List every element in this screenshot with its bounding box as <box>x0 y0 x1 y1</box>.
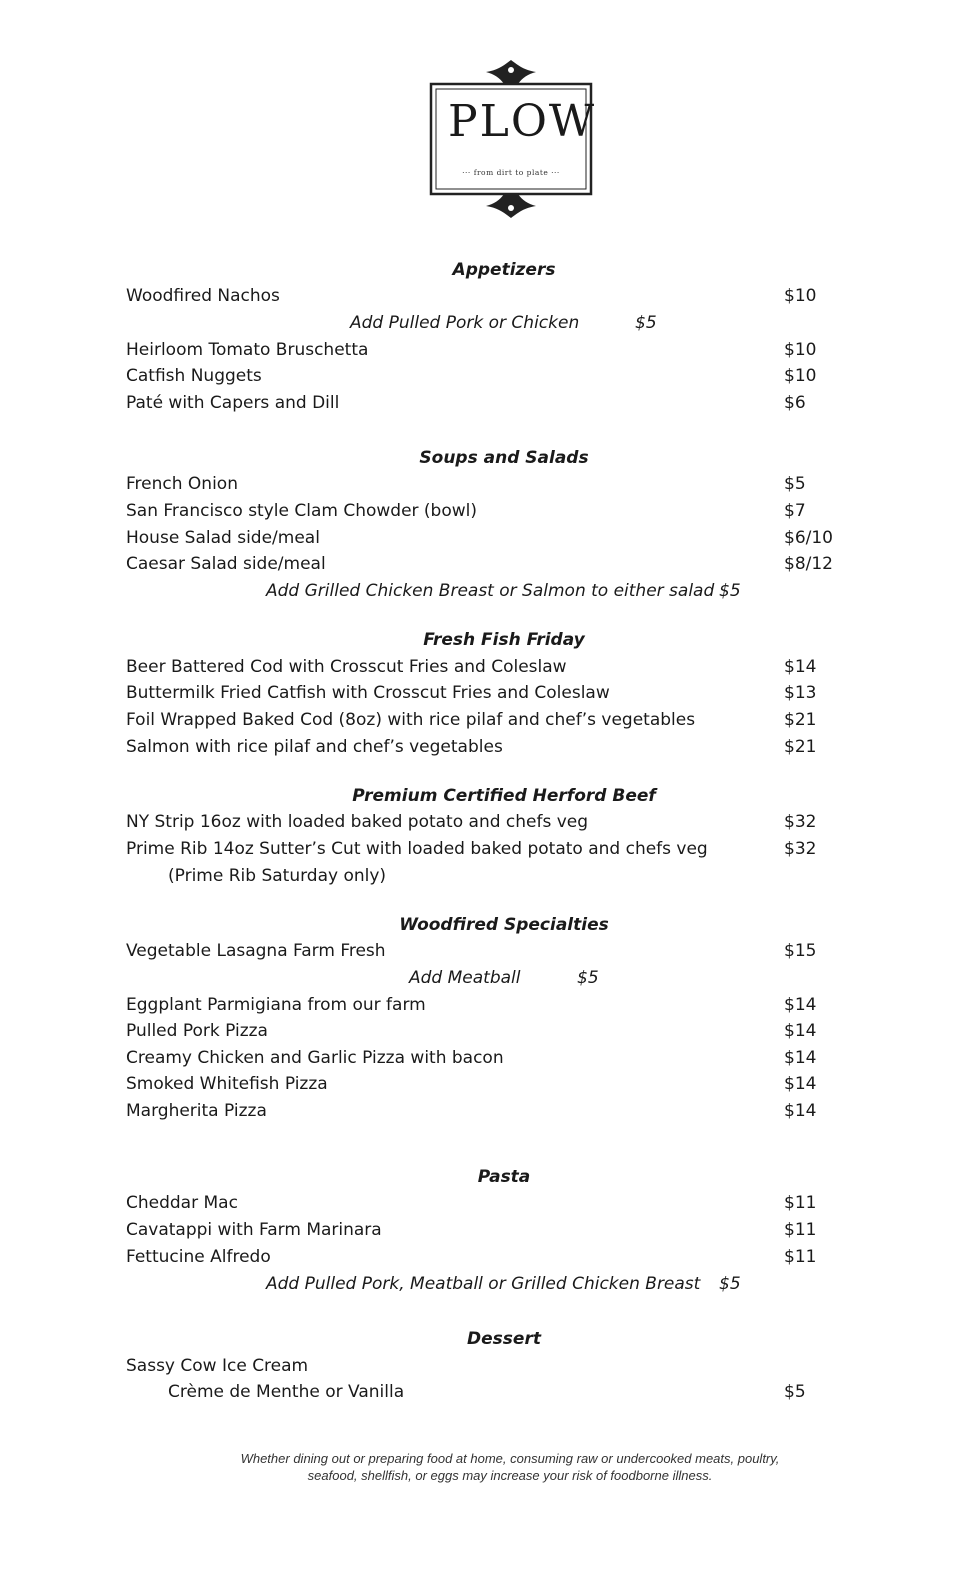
item-name: Beer Battered Cod with Crosscut Fries and Coleslaw <box>126 657 567 677</box>
menu-item <box>126 551 846 578</box>
addon-price: $5 <box>719 1274 741 1294</box>
section-title: Fresh Fish Friday <box>423 630 585 650</box>
menu-item <box>126 337 846 364</box>
item-price: $32 <box>784 839 817 859</box>
item-name: Foil Wrapped Baked Cod (8oz) with rice pilaf and chef’s vegetables <box>126 710 696 730</box>
menu-item <box>126 680 846 707</box>
menu-item <box>126 809 846 836</box>
menu-item <box>126 1190 846 1217</box>
menu-item <box>126 363 846 390</box>
item-name: Heirloom Tomato Bruschetta <box>126 340 369 360</box>
menu-item <box>126 734 846 761</box>
item-name: San Francisco style Clam Chowder (bowl) <box>126 501 478 521</box>
addon-price: $5 <box>635 313 657 333</box>
menu-item <box>126 938 846 965</box>
section-title: Soups and Salads <box>419 448 589 468</box>
logo-tagline: ··· from dirt to plate ··· <box>462 168 560 177</box>
addon-text: Add Grilled Chicken Breast or Salmon to either salad <box>266 581 715 601</box>
addon-text: Add Pulled Pork or Chicken <box>350 313 580 333</box>
item-name: Pulled Pork Pizza <box>126 1021 268 1041</box>
item-name: Margherita Pizza <box>126 1101 267 1121</box>
menu-item <box>126 525 846 552</box>
item-price: $6 <box>784 393 806 413</box>
addon-text: Add Meatball <box>409 968 521 988</box>
item-price: $11 <box>784 1220 817 1240</box>
food-safety-disclaimer <box>150 1450 870 1484</box>
menu-item <box>126 1353 846 1380</box>
section-title: Woodfired Specialties <box>399 915 609 935</box>
item-price: $21 <box>784 710 817 730</box>
addon-text: Add Pulled Pork, Meatball or Grilled Chicken Breast <box>266 1274 701 1294</box>
item-name: Buttermilk Fried Catfish with Crosscut Fries and Coleslaw <box>126 683 610 703</box>
item-price: $13 <box>784 683 817 703</box>
item-name: Woodfired Nachos <box>126 286 280 306</box>
item-name: Fettucine Alfredo <box>126 1247 271 1267</box>
item-name: Catfish Nuggets <box>126 366 262 386</box>
item-price: $5 <box>784 474 806 494</box>
item-name: Eggplant Parmigiana from our farm <box>126 995 426 1015</box>
menu-item <box>126 707 846 734</box>
menu-item <box>126 390 846 417</box>
section-title: Pasta <box>477 1167 531 1187</box>
menu-item <box>126 1018 846 1045</box>
section-title: Appetizers <box>452 260 556 280</box>
item-name: Cheddar Mac <box>126 1193 238 1213</box>
menu-item <box>126 1379 846 1406</box>
item-name: French Onion <box>126 474 238 494</box>
item-price: $5 <box>784 1382 806 1402</box>
menu-item <box>126 992 846 1019</box>
disclaimer-line-1: Whether dining out or preparing food at home, consuming raw or undercooked meats, poultry, <box>240 1451 780 1466</box>
item-name: Salmon with rice pilaf and chef’s vegetables <box>126 737 503 757</box>
addon-line <box>409 965 599 992</box>
item-price: $10 <box>784 366 817 386</box>
section-title: Dessert <box>467 1329 541 1349</box>
item-price: $10 <box>784 340 817 360</box>
item-name: Creamy Chicken and Garlic Pizza with bacon <box>126 1048 504 1068</box>
addon-line <box>266 1271 741 1298</box>
item-name: House Salad side/meal <box>126 528 320 548</box>
menu-item <box>126 283 846 310</box>
addon-price: $5 <box>577 968 599 988</box>
item-name: NY Strip 16oz with loaded baked potato and chefs veg <box>126 812 589 832</box>
addon-price: $5 <box>719 581 741 601</box>
menu-item <box>126 498 846 525</box>
item-price: $32 <box>784 812 817 832</box>
item-name: Vegetable Lasagna Farm Fresh <box>126 941 386 961</box>
item-price: $14 <box>784 995 817 1015</box>
item-price: $8/12 <box>784 554 833 574</box>
item-price: $14 <box>784 657 817 677</box>
item-name: Smoked Whitefish Pizza <box>126 1074 328 1094</box>
menu-item <box>126 654 846 681</box>
item-price: $7 <box>784 501 806 521</box>
item-name: Sassy Cow Ice Cream <box>126 1356 309 1376</box>
section-title: Premium Certified Herford Beef <box>352 786 656 806</box>
item-name: Paté with Capers and Dill <box>126 393 340 413</box>
menu-item-note <box>126 863 846 890</box>
item-price: $6/10 <box>784 528 833 548</box>
item-price: $21 <box>784 737 817 757</box>
menu-item <box>126 1098 846 1125</box>
menu-item <box>126 836 846 863</box>
logo-wordmark: PLOW <box>448 96 597 147</box>
disclaimer-line-2: seafood, shellfish, or eggs may increase your risk of foodborne illness. <box>307 1468 713 1483</box>
item-price: $10 <box>784 286 817 306</box>
menu-item <box>126 1071 846 1098</box>
item-name: Crème de Menthe or Vanilla <box>168 1382 405 1402</box>
item-price: $14 <box>784 1048 817 1068</box>
menu-item <box>126 471 846 498</box>
item-name: Prime Rib 14oz Sutter’s Cut with loaded baked potato and chefs veg <box>126 839 708 859</box>
menu-item <box>126 1244 846 1271</box>
item-price: $14 <box>784 1021 817 1041</box>
item-price: $14 <box>784 1101 817 1121</box>
item-price: $15 <box>784 941 817 961</box>
item-name: Caesar Salad side/meal <box>126 554 326 574</box>
item-price: $11 <box>784 1247 817 1267</box>
item-name: Cavatappi with Farm Marinara <box>126 1220 382 1240</box>
addon-line <box>266 578 741 605</box>
item-price: $14 <box>784 1074 817 1094</box>
menu-item <box>126 1045 846 1072</box>
item-price: $11 <box>784 1193 817 1213</box>
addon-line <box>350 310 657 337</box>
item-note: (Prime Rib Saturday only) <box>168 866 387 886</box>
menu-item <box>126 1217 846 1244</box>
